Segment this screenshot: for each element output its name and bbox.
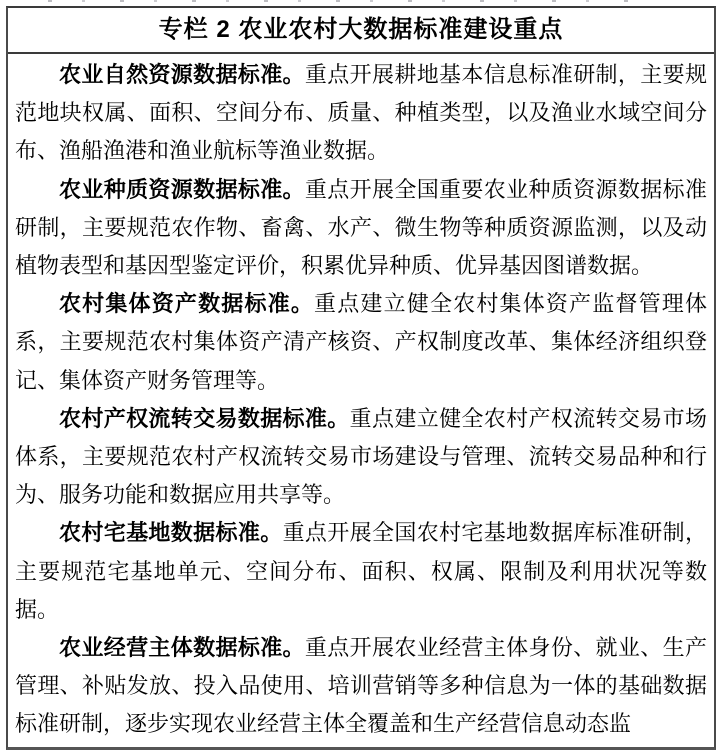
paragraph-lead: 农业自然资源数据标准。 bbox=[59, 62, 305, 87]
paragraph-text: 重点建立健全农村产权流转交易市场体系，主要规范农村产权流转交易市场建设与管理、流转交易品种和行为、服务功能和数据应用共享等。 bbox=[15, 405, 707, 508]
paragraph-lead: 农村产权流转交易数据标准。 bbox=[59, 405, 350, 431]
callout-box bbox=[6, 6, 716, 750]
paragraph-natural-resources bbox=[15, 56, 707, 171]
paragraph-text: 重点建立健全农村集体资产监督管理体系，主要规范农村集体资产清产核资、产权制度改革、集体经济组织登记、集体资产财务管理等。 bbox=[15, 291, 707, 393]
paragraph-business-entities bbox=[15, 629, 707, 744]
box-body bbox=[8, 54, 714, 744]
paragraph-lead: 农业经营主体数据标准。 bbox=[59, 635, 305, 661]
paragraph-text: 重点开展耕地基本信息标准研制，主要规范地块权属、面积、空间分布、质量、种植类型，以及渔业水域空间分布、渔船渔港和渔业航标等渔业数据。 bbox=[15, 62, 707, 164]
paragraph-text: 重点开展全国重要农业种质资源数据标准研制，主要规范农作物、畜禽、水产、微生物等种质资源监测，以及动植物表型和基因型鉴定评价，积累优异种质、优异基因图谱数据。 bbox=[15, 176, 707, 279]
paragraph-text: 重点开展农业经营主体身份、就业、生产管理、补贴发放、投入品使用、培训营销等多种信息为一体的基础数据标准研制，逐步实现农业经营主体全覆盖和生产经营信息动态监 bbox=[15, 635, 707, 737]
paragraph-lead: 农村集体资产数据标准。 bbox=[59, 291, 315, 317]
paragraph-lead: 农业种质资源数据标准。 bbox=[59, 176, 305, 202]
paragraph-text: 重点开展全国农村宅基地数据库标准研制，主要规范宅基地单元、空间分布、面积、权属、限制及利用状况等数据。 bbox=[15, 520, 707, 622]
paragraph-property-rights-trading bbox=[15, 400, 707, 515]
crop-artifact-top bbox=[48, 0, 628, 2]
paragraph-homestead bbox=[15, 514, 707, 629]
paragraph-collective-assets bbox=[15, 285, 707, 400]
paragraph-germplasm-resources bbox=[15, 171, 707, 286]
paragraph-lead: 农村宅基地数据标准。 bbox=[59, 520, 283, 546]
box-title: 专栏 2 农业农村大数据标准建设重点 bbox=[8, 8, 714, 54]
